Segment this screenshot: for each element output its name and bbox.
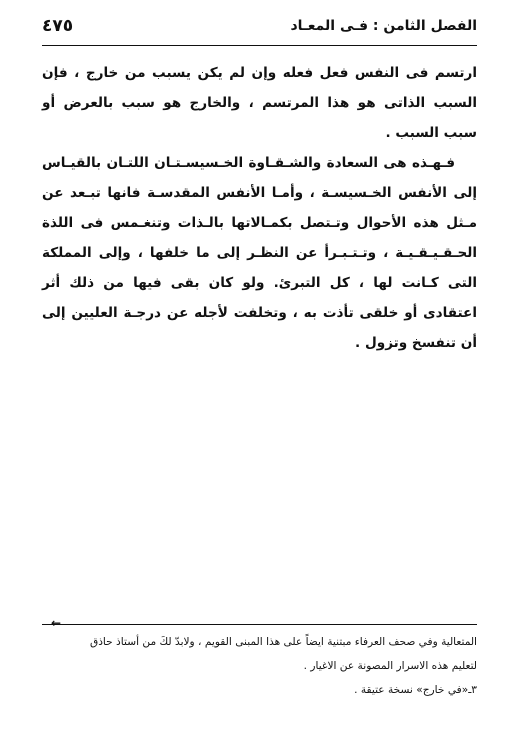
- main-text: [42, 58, 477, 358]
- footnotes: [42, 630, 477, 702]
- paragraph-1: ارتسم فى النفس فعل فعله وإن لم يكن يسبب من خارج ، فإن السبب الذاتى هو هذا المرتسم ، والخارج هو سبب بالعرض أو سبب السبب .: [42, 65, 477, 141]
- running-header: [42, 14, 477, 44]
- footnote-divider: [42, 624, 477, 625]
- page-number: ٤٧٥: [42, 16, 74, 36]
- paragraph-2: فـهـذه هى السعادة والشـقـاوة الخـسيسـتـان اللتـان بالقيـاس إلى الأنفس الخـسيسـة ، وأمـا الأنفس المقدسـة فانها تبـعد عن مـثل هذه الأحوال وتـتصل بكمـالاتها بالـذات وتنغـمس فى اللذة الحـقـيـقـيـة ، وتـتـبـرأ عن النظـر إلى ما خلفها ، وإلى المملكة التى كـانت لها ، كل التبرئ. ولو كان بقى فيها من ذلك أثر اعتقادى أو خلقى تأذت به ، وتخلفت لأجله عن درجـة العليين إلى أن تنفسخ وتزول .: [42, 155, 477, 351]
- footnote-continuation-arrow-icon: ←: [51, 616, 62, 630]
- chapter-title: الفصل الثامن : فـى المعـاد: [290, 18, 477, 34]
- footnote-3: ٣ـ«في خارج» نسخة عتيقة .: [354, 684, 477, 696]
- header-divider: [42, 45, 477, 46]
- footnote-continued-line-2: لتعليم هذه الاسرار المصونة عن الاغيار .: [303, 660, 477, 672]
- footnote-continued-line-1: المتعالية وفي صحف العرفاء مبتنية ايضاً على هذا المبنى القويم ، ولابدّ لكَ من أستاذ حاذق: [89, 636, 477, 648]
